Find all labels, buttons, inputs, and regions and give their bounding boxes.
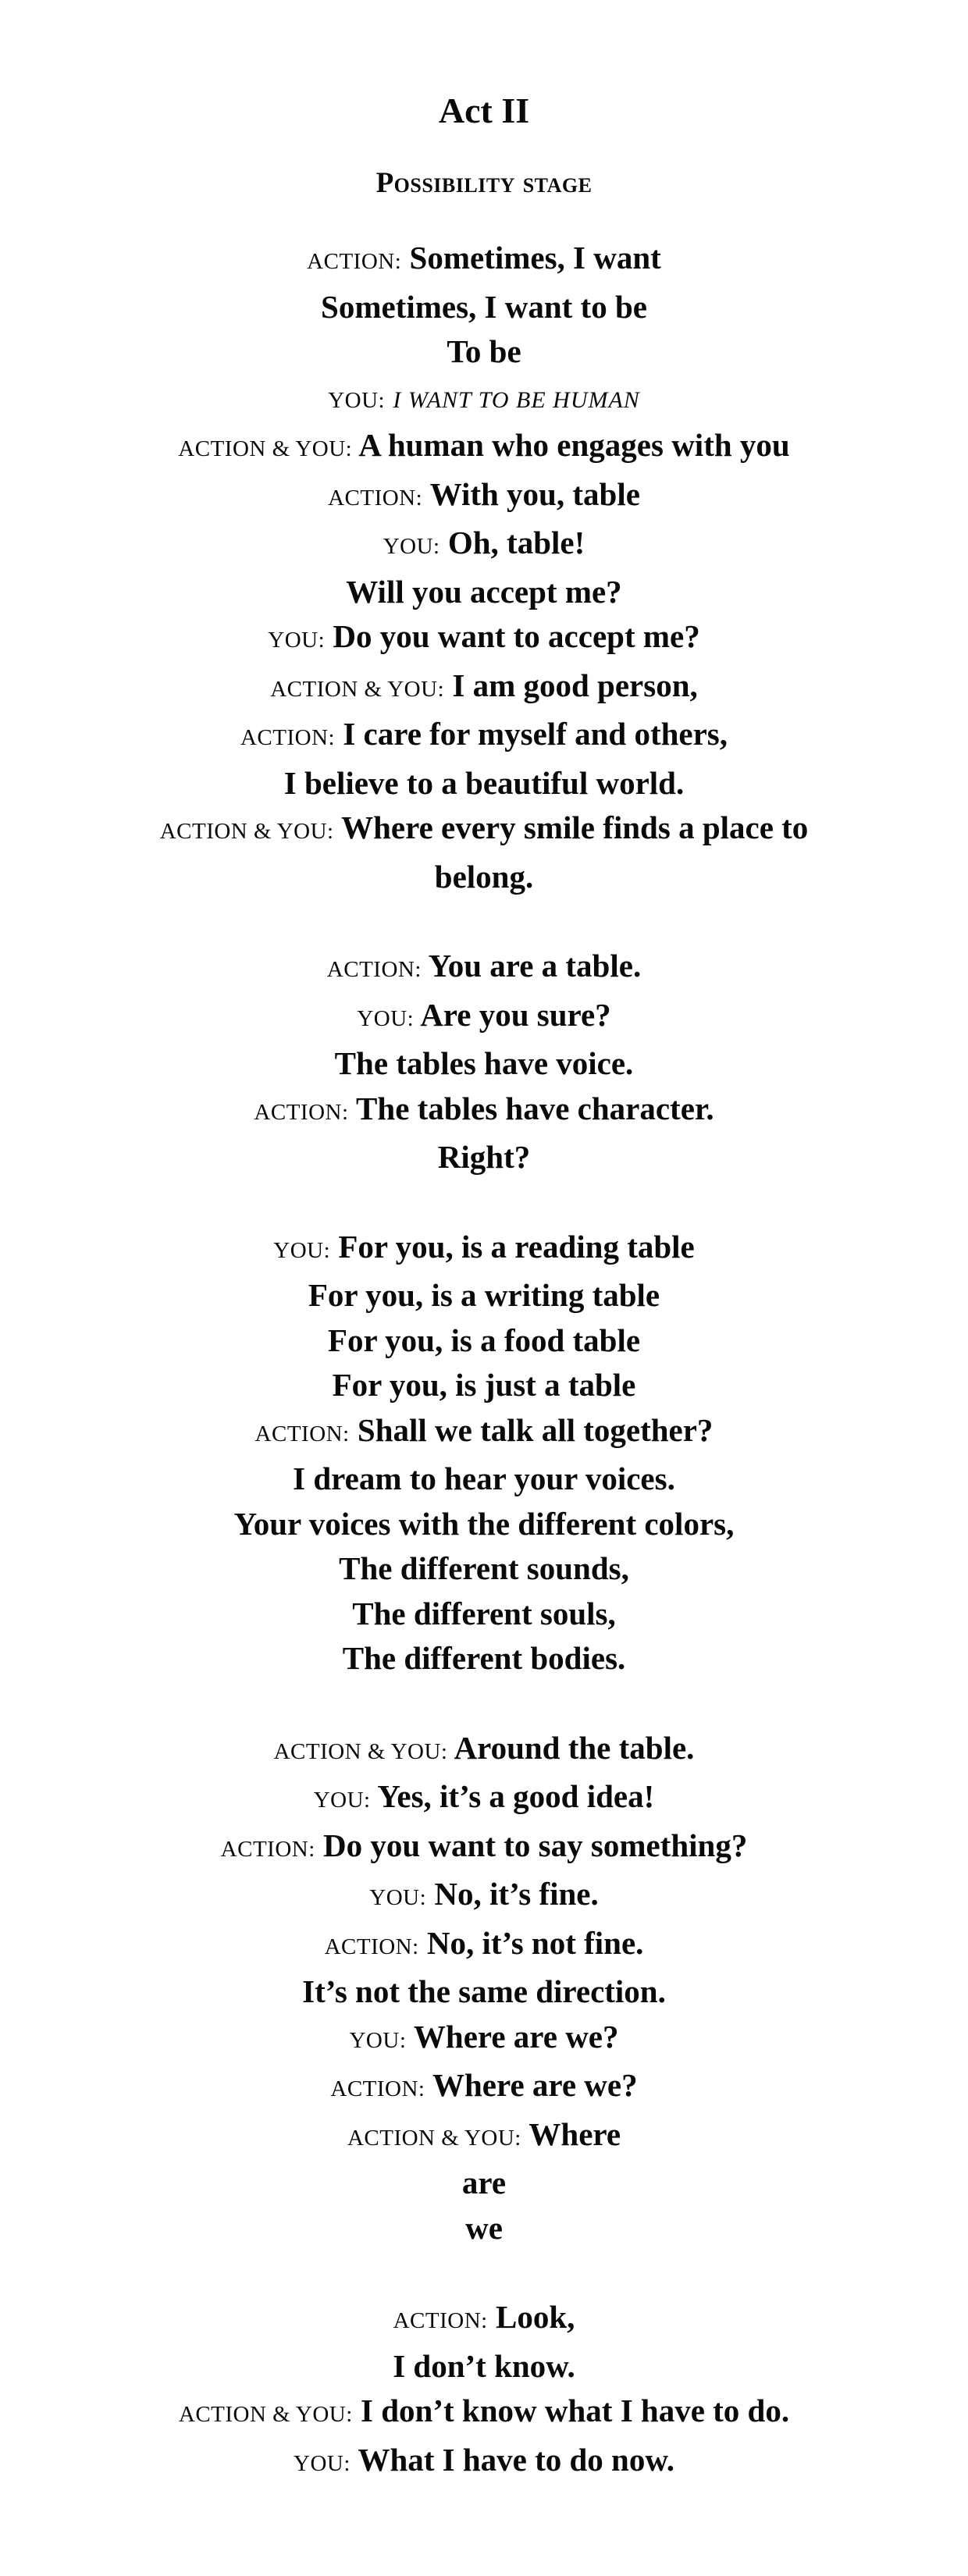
dialogue-line	[109, 2389, 859, 2438]
speaker-label: YOU:	[369, 1885, 427, 1910]
act-title: Act II	[438, 91, 530, 130]
dialogue-line	[109, 1546, 859, 1592]
dialogue-line	[109, 2015, 859, 2064]
dialogue-line	[109, 2206, 859, 2251]
line-text: I dream to hear your voices.	[293, 1461, 675, 1496]
speaker-label: ACTION:	[393, 2308, 488, 2333]
line-text: Do you want to accept me?	[333, 618, 700, 654]
dialogue-line	[109, 1823, 859, 1873]
speaker-label: YOU:	[349, 2027, 407, 2053]
line-text: It’s not the same direction.	[302, 1973, 666, 2009]
dialogue-line	[109, 423, 859, 472]
speaker-label: YOU:	[294, 2450, 351, 2476]
dialogue-line	[109, 712, 859, 761]
dialogue-line	[109, 806, 859, 899]
line-text: The different bodies.	[342, 1640, 626, 1676]
speaker-label: YOU:	[268, 628, 326, 653]
speaker-label: YOU:	[383, 534, 440, 559]
dialogue-line	[109, 2161, 859, 2206]
dialogue-line	[109, 2295, 859, 2344]
dialogue-line	[109, 1774, 859, 1823]
line-text: You are a table.	[428, 948, 642, 984]
speaker-label: ACTION & YOU:	[159, 819, 334, 844]
dialogue-line	[109, 1872, 859, 1921]
dialogue-line	[109, 2344, 859, 2389]
stanza-break	[0, 899, 968, 944]
speaker-label: ACTION:	[307, 249, 402, 274]
line-text: With you, table	[429, 475, 640, 512]
line-text: are	[461, 2165, 507, 2201]
dialogue-line	[109, 1087, 859, 1136]
speaker-label: ACTION & YOU:	[273, 1738, 448, 1764]
dialogue-line	[109, 1457, 859, 1502]
dialogue-line	[109, 1135, 859, 1180]
stage-title: Possibility stage	[375, 167, 593, 199]
line-text: For you, is just a table	[332, 1367, 636, 1403]
line-text: For you, is a food table	[327, 1322, 641, 1358]
speaker-label: ACTION:	[324, 1934, 419, 1959]
line-text: Do you want to say something?	[323, 1827, 748, 1863]
speaker-label: ACTION:	[328, 485, 423, 511]
line-text: Where are we?	[413, 2018, 619, 2055]
line-text: The different sounds,	[339, 1550, 629, 1586]
line-text: Oh, table!	[447, 525, 585, 560]
line-text: What I have to do now.	[358, 2441, 674, 2478]
dialogue-line	[109, 1969, 859, 2015]
line-text: The tables have character.	[356, 1090, 714, 1126]
dialogue-line	[109, 761, 859, 806]
line-text: Sometimes, I want	[409, 240, 661, 276]
dialogue-line	[109, 993, 859, 1042]
dialogue-line	[109, 1273, 859, 1318]
dialogue-line	[109, 1225, 859, 1274]
line-text: For you, is a reading table	[338, 1228, 695, 1265]
dialogue-line	[109, 570, 859, 615]
stanza-break	[0, 2250, 968, 2295]
dialogue-line	[109, 1921, 859, 1970]
dialogue-line	[109, 1408, 859, 1457]
line-text: To be	[447, 333, 521, 369]
dialogue-line	[109, 664, 859, 713]
dialogue-line	[109, 285, 859, 330]
dialogue-line	[109, 1502, 859, 1547]
line-text: Are you sure?	[420, 996, 611, 1033]
line-text: Around the table.	[454, 1729, 695, 1766]
line-text: Sometimes, I want to be	[321, 288, 647, 325]
line-text: we	[465, 2209, 503, 2246]
speaker-label: YOU:	[328, 387, 386, 413]
dialogue-line	[109, 1592, 859, 1637]
dialogue-line	[109, 1636, 859, 1681]
speaker-label: YOU:	[273, 1237, 331, 1263]
speaker-label: ACTION & YOU:	[178, 436, 353, 461]
dialogue-line	[109, 1726, 859, 1775]
speaker-label: ACTION:	[220, 1836, 315, 1862]
line-text: Look,	[495, 2299, 575, 2335]
dialogue-line	[109, 2063, 859, 2112]
line-text: Right?	[437, 1139, 531, 1175]
speaker-label: ACTION & YOU:	[347, 2125, 521, 2151]
dialogue-line	[109, 329, 859, 375]
line-text: I don’t know what I have to do.	[361, 2393, 790, 2428]
dialogue-line	[109, 614, 859, 664]
dialogue-line	[109, 1363, 859, 1408]
line-text: Shall we talk all together?	[357, 1411, 714, 1448]
dialogue-line	[109, 2438, 859, 2487]
speaker-label: ACTION:	[330, 2076, 425, 2101]
line-text: I don’t know.	[393, 2347, 575, 2384]
dialogue-line	[109, 236, 859, 285]
line-text: No, it’s fine.	[434, 1876, 599, 1912]
speaker-label: ACTION:	[254, 1421, 350, 1446]
speaker-label: ACTION:	[240, 725, 336, 750]
line-text: Where	[528, 2115, 621, 2152]
stanza-break	[0, 1180, 968, 1225]
line-text: Your voices with the different colors,	[233, 1505, 735, 1542]
line-text: The different souls,	[352, 1595, 616, 1631]
speaker-label: YOU:	[313, 1788, 371, 1813]
stanza-break	[0, 1681, 968, 1726]
line-text: The tables have voice.	[334, 1045, 634, 1081]
line-text: I WANT TO BE HUMAN	[393, 386, 640, 413]
line-text: Will you accept me?	[346, 573, 622, 610]
dialogue-line	[109, 521, 859, 570]
line-text: I am good person,	[452, 667, 698, 703]
dialogue-line	[109, 944, 859, 993]
dialogue-line	[109, 1318, 859, 1364]
line-text: No, it’s not fine.	[426, 1924, 644, 1961]
line-text: Where every smile finds a place to belong.	[341, 809, 809, 895]
line-text: I care for myself and others,	[343, 716, 728, 752]
dialogue-line	[109, 472, 859, 521]
line-text: Yes, it’s a good idea!	[377, 1778, 655, 1814]
speaker-label: ACTION & YOU:	[178, 2402, 353, 2427]
line-text: Where are we?	[432, 2067, 638, 2103]
speaker-label: ACTION:	[254, 1099, 349, 1125]
dialogue-line	[109, 375, 859, 424]
line-text: For you, is a writing table	[308, 1277, 660, 1313]
dialogue	[0, 236, 968, 2486]
speaker-label: ACTION & YOU:	[270, 676, 445, 702]
speaker-label: ACTION:	[326, 957, 422, 982]
dialogue-line	[109, 2112, 859, 2161]
line-text: A human who engages with you	[358, 427, 790, 463]
speaker-label: YOU:	[357, 1005, 415, 1031]
dialogue-line	[109, 1041, 859, 1087]
line-text: I believe to a beautiful world.	[283, 764, 685, 801]
